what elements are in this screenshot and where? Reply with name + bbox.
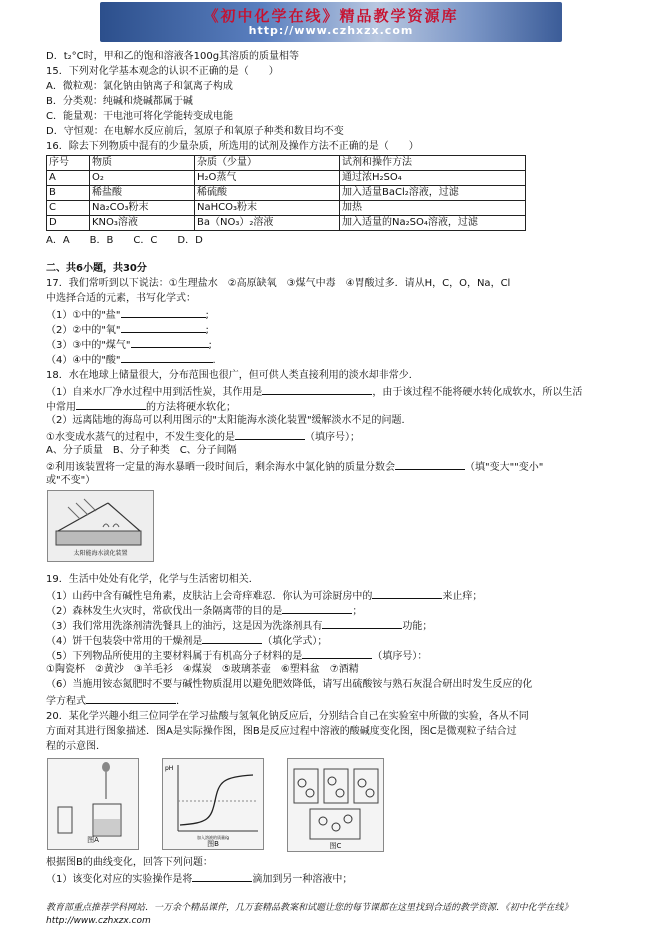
- table-row: [47, 201, 526, 216]
- q19-part2: （2）森林发生火灾时，常砍伐出一条隔离带的目的是 ；: [46, 603, 362, 618]
- table-header-cell: 物质: [90, 156, 195, 171]
- header-banner: [100, 2, 562, 42]
- answer-blank[interactable]: [121, 352, 213, 363]
- q19-part5-suffix: （填序号）：: [372, 651, 428, 662]
- q19-part1-text: （1）山药中含有碱性皂角素，皮肤沾上会奇痒难忍．你认为可涂厨房中的: [46, 591, 373, 602]
- q16-options: A．A B．B C．C D．D: [46, 235, 203, 246]
- table-header-cell: 序号: [47, 156, 90, 171]
- q18-part1-suffix: 的方法将硬水软化；: [146, 402, 236, 413]
- q15-option-c: C．能量观：干电池可将化学能转变成电能: [46, 111, 233, 122]
- q20-instruction: 根据图B的曲线变化，回答下列问题：: [46, 857, 213, 868]
- q17-item-3-label: （3）③中的"煤气": [46, 340, 131, 351]
- particle-beakers-icon: [288, 759, 383, 851]
- q17-item-4: （4）④中的"酸" .: [46, 352, 216, 367]
- table-cell: Ba（NO₃）₂溶液: [195, 216, 340, 231]
- answer-blank[interactable]: [76, 399, 146, 410]
- q18-sub2-text: ②利用该装置将一定量的海水暴晒一段时间后，剩余海水中氯化钠的质量分数会: [46, 462, 395, 473]
- table-cell: 稀盐酸: [90, 186, 195, 201]
- q18-sub1-text: ①水变成水蒸气的过程中，不发生变化的是: [46, 432, 235, 443]
- q15-option-a: A．微粒观：氯化钠由钠离子和氯离子构成: [46, 81, 233, 92]
- q18-stem: 18．水在地球上储量很大，分布范围也很广，但可供人类直接利用的淡水却非常少．: [46, 370, 419, 381]
- table-cell: KNO₃溶液: [90, 216, 195, 231]
- q19-part6: （6）当施用铵态氮肥时不要与碱性物质混用以避免肥效降低，请写出硫酸铵与熟石灰混合研出时发生反应的化: [46, 679, 533, 690]
- q18-part2-sub2: [46, 459, 543, 474]
- q15-stem: 15．下列对化学基本观念的认识不正确的是（ ）: [46, 66, 279, 77]
- solar-desalination-figure: [47, 490, 154, 562]
- q19-part4: [46, 633, 327, 648]
- q19-part5-text: （5）下列物品所使用的主要材料属于有机高分子材料的是: [46, 651, 303, 662]
- q17-stem: 17．我们常听到以下说法：①生理盐水 ②高原缺氧 ③煤气中毒 ④胃酸过多．请从H，C，O，Na，Cl: [46, 278, 511, 289]
- answer-blank[interactable]: [131, 337, 209, 348]
- q18-part1-text: （1）自来水厂净水过程中用到活性炭，其作用是: [46, 387, 263, 398]
- q19-part1-suffix: 来止痒；: [442, 591, 483, 602]
- answer-blank[interactable]: [202, 633, 262, 644]
- q20-part1-suffix: 滴加到另一种溶液中；: [252, 874, 353, 885]
- answer-blank[interactable]: [282, 603, 352, 614]
- q19-part2-text: （2）森林发生火灾时，常砍伐出一条隔离带的目的是: [46, 606, 283, 617]
- q18-part2: （2）远离陆地的海岛可以利用图示的"太阳能海水淡化装置"缓解淡水不足的问题．: [46, 415, 412, 426]
- q19-part4-suffix: （填化学式）；: [262, 636, 328, 647]
- table-header-row: [47, 156, 526, 171]
- q20-part1: [46, 871, 352, 886]
- q14-option-d: D．t₂°C时，甲和乙的饱和溶液各100g其溶质的质量相等: [46, 51, 300, 62]
- x-axis-label: 加入溶液的质量/g: [197, 835, 229, 840]
- q17-item-1-label: （1）①中的"盐": [46, 310, 121, 321]
- q19-part3-text: （3）我们常用洗涤剂清洗餐具上的油污，这是因为洗涤剂具有: [46, 621, 323, 632]
- q18-part1: [46, 384, 582, 399]
- q19-stem: 19．生活中处处有化学，化学与生活密切相关．: [46, 574, 259, 585]
- figure-c-caption: 图C: [329, 842, 342, 850]
- q20-stem: 20．某化学兴趣小组三位同学在学习盐酸与氢氧化钠反应后，分别结合自己在实验室中所做的实验，各从不同: [46, 711, 529, 722]
- q17-item-3: （3）③中的"煤气" ;: [46, 337, 212, 352]
- q17-item-2-label: （2）②中的"氧": [46, 325, 121, 336]
- ph-axis-label: pH: [165, 765, 174, 772]
- table-header-cell: 试剂和操作方法: [340, 156, 526, 171]
- table-cell: C: [47, 201, 90, 216]
- q19-part6-prefix: 学方程式: [46, 696, 86, 707]
- q17-item-4-label: （4）④中的"酸": [46, 355, 121, 366]
- q18-part2-sub1: [46, 429, 360, 444]
- q19-part5: [46, 648, 427, 663]
- q15-option-d: D．守恒观：在电解水反应前后，氢原子和氧原子种类和数目均不变: [46, 126, 344, 137]
- figure-b: [162, 758, 264, 850]
- q18-part1-line2: [46, 399, 236, 414]
- table-cell: H₂O蒸气: [195, 171, 340, 186]
- figure-a-caption: 图A: [87, 836, 99, 844]
- header-title: 《初中化学在线》精品教学资源库: [203, 7, 459, 25]
- q16-table: [46, 155, 526, 231]
- q19-part5-options: ①陶瓷杯 ②黄沙 ③羊毛衫 ④煤炭 ⑤玻璃茶壶 ⑥塑料盆 ⑦酒精: [46, 664, 359, 675]
- table-cell: O₂: [90, 171, 195, 186]
- q16-stem: 16．除去下列物质中混有的少量杂质，所选用的试剂及操作方法不正确的是（ ）: [46, 141, 419, 152]
- answer-blank[interactable]: [372, 588, 442, 599]
- section-heading: 二、共6小题，共30分: [46, 263, 147, 274]
- q20-stem-cont2: 程的示意图．: [46, 741, 106, 752]
- answer-blank[interactable]: [262, 384, 372, 395]
- answer-blank[interactable]: [192, 871, 252, 882]
- figure-a: [47, 758, 139, 850]
- q20-part1-text: （1）该变化对应的实验操作是将: [46, 874, 193, 885]
- q20-stem-cont: 方面对其进行图象描述．图A是实际操作图，图B是反应过程中溶液的酸碱度变化图，图C是微观粒子结合过: [46, 726, 517, 737]
- figure-caption: 太阳能海水淡化装置: [73, 550, 128, 557]
- q19-part4-text: （4）饼干包装袋中常用的干燥剂是: [46, 636, 203, 647]
- answer-blank[interactable]: [235, 429, 305, 440]
- q17-stem-cont: 中选择合适的元素，书写化学式：: [46, 293, 196, 304]
- table-cell: Na₂CO₃粉末: [90, 201, 195, 216]
- q17-item-2: （2）②中的"氧" ;: [46, 322, 209, 337]
- q18-part2-sub2-cont: 或"不变"）: [46, 475, 96, 486]
- q18-sub2-suffix: （填"变大""变小": [464, 462, 544, 473]
- answer-blank[interactable]: [322, 618, 402, 629]
- header-url[interactable]: http://www.czhxzx.com: [248, 24, 414, 37]
- answer-blank[interactable]: [395, 459, 465, 470]
- answer-blank[interactable]: [302, 648, 372, 659]
- q17-item-1: （1）①中的"盐" ;: [46, 307, 209, 322]
- table-cell: 加入适量BaCl₂溶液，过滤: [340, 186, 526, 201]
- answer-blank[interactable]: [121, 307, 206, 318]
- table-cell: B: [47, 186, 90, 201]
- figure-c: [287, 758, 384, 852]
- q19-part3-suffix: 功能；: [402, 621, 433, 632]
- answer-blank[interactable]: [121, 322, 206, 333]
- page-footer: 教育部重点推荐学科网站．一万余个精品课件，几万套精品教案和试题让您的每节课都在这里找到合适的教学资源．《初中化学在线》http://www.czhxzx.com: [46, 903, 573, 926]
- q18-part1-text-cont: ，由于该过程不能将硬水转化成软水，所以生活: [372, 387, 583, 398]
- q18-sub1-suffix: （填序号）；: [304, 432, 360, 443]
- table-cell: NaHCO₃粉末: [195, 201, 340, 216]
- table-row: [47, 171, 526, 186]
- table-cell: D: [47, 216, 90, 231]
- q18-part2-options: A、分子质量 B、分子种类 C、分子间隔: [46, 445, 237, 456]
- q15-option-b: B．分类观：纯碱和烧碱都属于碱: [46, 96, 193, 107]
- answer-blank[interactable]: [86, 693, 176, 704]
- table-header-cell: 杂质（少量）: [195, 156, 340, 171]
- q18-part1-prefix: 中常用: [46, 402, 76, 413]
- table-row: [47, 186, 526, 201]
- q19-part3: [46, 618, 432, 633]
- q19-part1: [46, 588, 482, 603]
- figure-b-caption: 图B: [207, 840, 219, 848]
- table-cell: 加热: [340, 201, 526, 216]
- table-cell: 通过浓H₂SO₄: [340, 171, 526, 186]
- ph-curve-icon: [163, 759, 263, 849]
- table-cell: A: [47, 171, 90, 186]
- table-cell: 加入适量的Na₂SO₄溶液，过滤: [340, 216, 526, 231]
- table-row: [47, 216, 526, 231]
- table-cell: 稀硫酸: [195, 186, 340, 201]
- q19-part6-cont: 学方程式 ．: [46, 693, 186, 708]
